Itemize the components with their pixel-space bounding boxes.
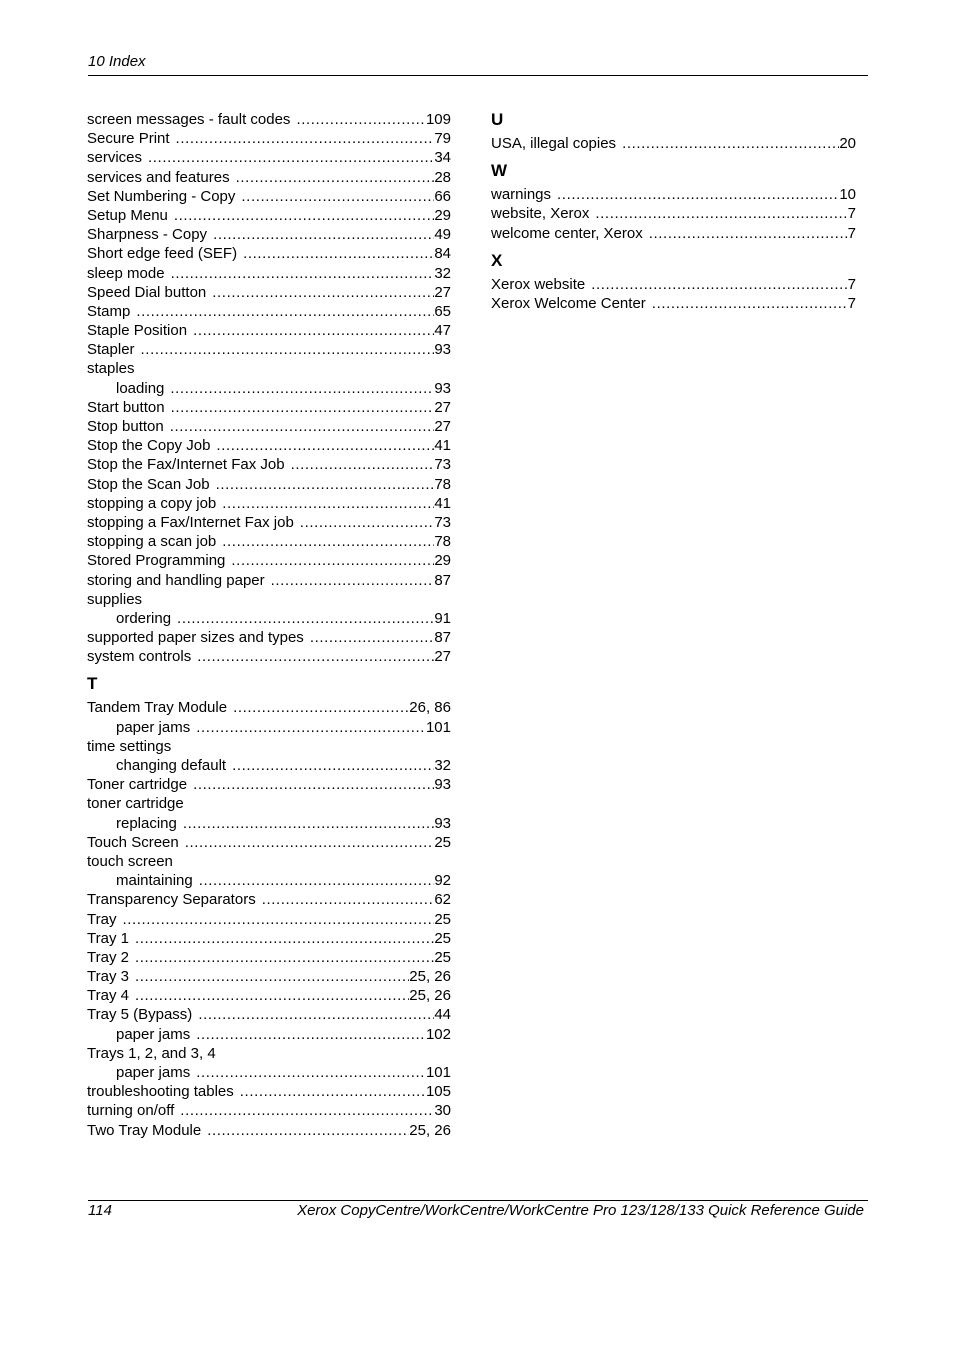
entry-pages: 32: [434, 264, 451, 282]
index-subentry: [87, 1063, 451, 1082]
dot-leader: [216, 475, 435, 494]
entry-term: Setup Menu: [87, 206, 168, 224]
entry-term: supplies: [87, 590, 143, 608]
dot-leader: [170, 417, 435, 436]
entry-pages: 7: [847, 275, 856, 293]
index-entry: [87, 698, 451, 717]
header-rule: [88, 75, 868, 76]
entry-pages: 93: [434, 379, 451, 397]
entry-term: Tandem Tray Module: [87, 699, 228, 717]
entry-term: Stop the Scan Job: [87, 475, 210, 493]
index-entry: [87, 321, 451, 340]
dot-leader: [243, 244, 434, 263]
entry-pages: 25: [434, 948, 451, 966]
entry-term: system controls: [87, 648, 192, 666]
index-entry: [87, 1082, 451, 1101]
index-entry: [87, 302, 451, 321]
index-entry: [87, 967, 451, 986]
dot-leader: [652, 294, 848, 313]
entry-term: loading: [116, 379, 165, 397]
entry-term: Start button: [87, 398, 165, 416]
entry-pages: 73: [434, 513, 451, 531]
entry-term: Stop button: [87, 418, 164, 435]
page-number: 114: [88, 1202, 112, 1219]
index-entry: [87, 513, 451, 532]
entry-term: troubleshooting tables: [87, 1083, 234, 1101]
dot-leader: [196, 1063, 426, 1082]
index-column-right: [491, 110, 856, 313]
dot-leader: [193, 321, 434, 340]
dot-leader: [180, 1101, 434, 1120]
entry-pages: 65: [434, 302, 451, 320]
index-subentry: [87, 718, 451, 737]
entry-pages: 41: [434, 494, 451, 512]
entry-pages: 109: [425, 111, 451, 128]
dot-leader: [193, 775, 434, 794]
dot-leader: [198, 1005, 434, 1024]
entry-term: turning on/off: [87, 1102, 175, 1120]
index-entry: [87, 148, 451, 167]
entry-pages: 29: [434, 552, 451, 570]
index-entry: [87, 225, 451, 244]
entry-pages: 79: [434, 130, 451, 148]
index-heading-entry: [87, 852, 451, 871]
entry-term: Set Numbering - Copy: [87, 187, 236, 205]
entry-pages: 78: [434, 475, 451, 493]
dot-leader: [141, 340, 435, 359]
dot-leader: [591, 275, 847, 294]
index-subentry: [87, 1025, 451, 1044]
section-letter-u: U: [491, 110, 504, 129]
index-heading-entry: [87, 737, 451, 756]
entry-pages: 29: [434, 206, 451, 224]
entry-term: Stapler: [87, 341, 135, 359]
index-entry: [87, 494, 451, 513]
dot-leader: [170, 379, 434, 398]
entry-pages: 105: [425, 1083, 451, 1101]
entry-pages: 27: [434, 283, 451, 301]
index-entry: [491, 134, 856, 153]
entry-term: Tray 5 (Bypass): [87, 1006, 193, 1024]
entry-term: Stored Programming: [87, 552, 226, 570]
index-entry: [87, 986, 451, 1005]
index-heading-entry: [87, 590, 451, 609]
dot-leader: [207, 1121, 409, 1140]
index-entry: [87, 340, 451, 359]
entry-term: Tray 2: [87, 948, 129, 966]
index-entry: [87, 168, 451, 187]
entry-pages: 25, 26: [409, 1121, 451, 1139]
dot-leader: [177, 609, 434, 628]
dot-leader: [135, 929, 434, 948]
dot-leader: [595, 204, 847, 223]
entry-pages: 27: [434, 648, 451, 666]
index-entry: [491, 294, 856, 313]
entry-pages: 25: [434, 910, 451, 928]
entry-term: changing default: [116, 757, 227, 774]
entry-term: website, Xerox: [491, 205, 590, 223]
dot-leader: [197, 647, 434, 666]
entry-pages: 27: [434, 418, 451, 435]
entry-pages: 91: [434, 609, 451, 627]
entry-pages: 66: [434, 187, 451, 205]
entry-term: sleep mode: [87, 264, 165, 282]
index-entry: [87, 475, 451, 494]
dot-leader: [622, 134, 839, 153]
entry-pages: 102: [425, 1025, 451, 1043]
entry-pages: 30: [434, 1102, 451, 1120]
entry-term: toner cartridge: [87, 795, 184, 813]
entry-term: screen messages - fault codes: [87, 111, 291, 128]
dot-leader: [135, 948, 434, 967]
entry-term: Xerox Welcome Center: [491, 294, 646, 312]
dot-leader: [236, 168, 435, 187]
index-entry: [87, 833, 451, 852]
dot-leader: [135, 967, 409, 986]
entry-term: Transparency Separators: [87, 891, 256, 909]
entry-term: supported paper sizes and types: [87, 629, 304, 647]
entry-term: stopping a copy job: [87, 494, 217, 512]
entry-term: Tray 3: [87, 968, 129, 986]
index-heading-entry: [87, 359, 451, 378]
entry-pages: 101: [425, 718, 451, 736]
entry-pages: 84: [434, 245, 451, 263]
dot-leader: [196, 718, 426, 737]
entry-pages: 44: [434, 1006, 451, 1024]
index-subentry: [87, 814, 451, 833]
entry-pages: 25, 26: [409, 987, 451, 1005]
index-column-left: [87, 110, 451, 1140]
entry-pages: 25: [434, 929, 451, 947]
index-entry: [87, 283, 451, 302]
footer-rule: [88, 1200, 868, 1201]
entry-term: services and features: [87, 168, 230, 186]
index-entry: [87, 551, 451, 570]
entry-pages: 10: [839, 186, 856, 204]
entry-term: replacing: [116, 814, 177, 832]
entry-term: maintaining: [116, 872, 193, 890]
index-entry: [87, 948, 451, 967]
entry-term: Two Tray Module: [87, 1121, 202, 1139]
entry-pages: 47: [434, 322, 451, 340]
entry-pages: 7: [847, 205, 856, 223]
entry-term: paper jams: [116, 718, 191, 736]
running-footer: [88, 1202, 864, 1220]
index-entry: [87, 187, 451, 206]
dot-leader: [213, 225, 434, 244]
dot-leader: [216, 436, 434, 455]
index-heading-entry: [87, 1044, 451, 1063]
dot-leader: [136, 302, 434, 321]
entry-term: welcome center, Xerox: [491, 224, 643, 242]
index-heading-entry: [87, 794, 451, 813]
entry-term: Trays 1, 2, and 3, 4: [87, 1044, 216, 1062]
dot-leader: [196, 1025, 426, 1044]
index-entry: [87, 417, 451, 436]
index-entry: [491, 204, 856, 223]
dot-leader: [262, 890, 435, 909]
entry-pages: 93: [434, 341, 451, 359]
entry-pages: 20: [839, 135, 856, 152]
entry-term: Short edge feed (SEF): [87, 245, 238, 263]
index-entry: [87, 647, 451, 666]
entry-pages: 93: [434, 814, 451, 832]
entry-pages: 62: [434, 891, 451, 909]
index-entry: [491, 224, 856, 243]
entry-term: services: [87, 149, 143, 167]
index-entry: [87, 436, 451, 455]
dot-leader: [174, 206, 434, 225]
index-entry: [87, 532, 451, 551]
dot-leader: [171, 398, 435, 417]
entry-term: Stamp: [87, 302, 131, 320]
entry-term: USA, illegal copies: [491, 135, 617, 152]
dot-leader: [271, 571, 435, 590]
dot-leader: [233, 698, 409, 717]
entry-term: warnings: [491, 186, 552, 204]
index-subentry: [87, 871, 451, 890]
dot-leader: [122, 910, 434, 929]
entry-term: stopping a scan job: [87, 533, 217, 551]
dot-leader: [291, 455, 435, 474]
entry-term: paper jams: [116, 1064, 191, 1081]
index-entry: [87, 571, 451, 590]
dot-leader: [240, 1082, 426, 1101]
entry-term: paper jams: [116, 1025, 191, 1043]
dot-leader: [176, 129, 435, 148]
entry-term: Touch Screen: [87, 833, 179, 851]
entry-term: touch screen: [87, 852, 173, 870]
section-letter-x: X: [491, 250, 503, 270]
dot-leader: [222, 532, 434, 551]
index-entry: [87, 628, 451, 647]
entry-term: Toner cartridge: [87, 776, 188, 794]
entry-pages: 87: [434, 571, 451, 589]
entry-term: time settings: [87, 737, 172, 755]
entry-term: stopping a Fax/Internet Fax job: [87, 513, 294, 531]
index-entry: [87, 1101, 451, 1120]
entry-term: Tray: [87, 910, 117, 928]
entry-term: Speed Dial button: [87, 283, 207, 301]
entry-pages: 25, 26: [409, 968, 451, 986]
section-letter-w: W: [491, 161, 508, 181]
entry-term: Sharpness - Copy: [87, 226, 208, 244]
entry-term: Xerox website: [491, 275, 586, 293]
dot-leader: [185, 833, 435, 852]
entry-pages: 28: [434, 168, 451, 186]
dot-leader: [231, 551, 434, 570]
entry-pages: 7: [847, 294, 856, 312]
index-entry: [87, 1121, 451, 1140]
entry-pages: 78: [434, 533, 451, 551]
entry-pages: 25: [434, 833, 451, 851]
entry-pages: 32: [434, 757, 451, 774]
index-entry: [87, 398, 451, 417]
dot-leader: [199, 871, 435, 890]
index-entry: [87, 775, 451, 794]
entry-term: Tray 4: [87, 987, 129, 1005]
entry-pages: 93: [434, 776, 451, 794]
entry-pages: 7: [847, 224, 856, 242]
index-entry: [87, 1005, 451, 1024]
section-letter-t: T: [87, 674, 98, 694]
dot-leader: [241, 187, 434, 206]
entry-term: Tray 1: [87, 929, 129, 947]
dot-leader: [300, 513, 435, 532]
dot-leader: [135, 986, 409, 1005]
dot-leader: [222, 494, 434, 513]
entry-pages: 101: [425, 1064, 451, 1081]
index-entry: [87, 455, 451, 474]
index-entry: [87, 264, 451, 283]
dot-leader: [212, 283, 434, 302]
index-entry: [87, 206, 451, 225]
entry-pages: 49: [434, 226, 451, 244]
entry-pages: 27: [434, 398, 451, 416]
entry-term: Stop the Fax/Internet Fax Job: [87, 456, 285, 474]
entry-term: Secure Print: [87, 130, 170, 148]
dot-leader: [183, 814, 434, 833]
entry-pages: 41: [434, 437, 451, 455]
dot-leader: [296, 110, 426, 129]
dot-leader: [171, 264, 435, 283]
index-subentry: [87, 609, 451, 628]
index-entry: [87, 129, 451, 148]
index-entry: [491, 185, 856, 204]
dot-leader: [557, 185, 839, 204]
index-entry: [491, 275, 856, 294]
dot-leader: [310, 628, 435, 647]
entry-pages: 34: [434, 149, 451, 167]
index-subentry: [87, 379, 451, 398]
index-subentry: [87, 756, 451, 775]
entry-pages: 87: [434, 629, 451, 647]
entry-term: Stop the Copy Job: [87, 437, 211, 455]
entry-pages: 73: [434, 456, 451, 474]
dot-leader: [148, 148, 434, 167]
guide-title: Xerox CopyCentre/WorkCentre/WorkCentre Pro 123/128/133 Quick Reference Guide: [297, 1202, 864, 1219]
index-entry: [87, 110, 451, 129]
index-entry: [87, 910, 451, 929]
dot-leader: [232, 756, 434, 775]
dot-leader: [649, 224, 848, 243]
running-header: 10 Index: [88, 53, 146, 70]
entry-term: Staple Position: [87, 322, 188, 340]
entry-pages: 26, 86: [409, 699, 451, 717]
entry-term: ordering: [116, 609, 172, 627]
entry-term: staples: [87, 360, 135, 378]
entry-pages: 92: [434, 872, 451, 890]
entry-term: storing and handling paper: [87, 571, 265, 589]
index-entry: [87, 929, 451, 948]
index-entry: [87, 244, 451, 263]
index-entry: [87, 890, 451, 909]
